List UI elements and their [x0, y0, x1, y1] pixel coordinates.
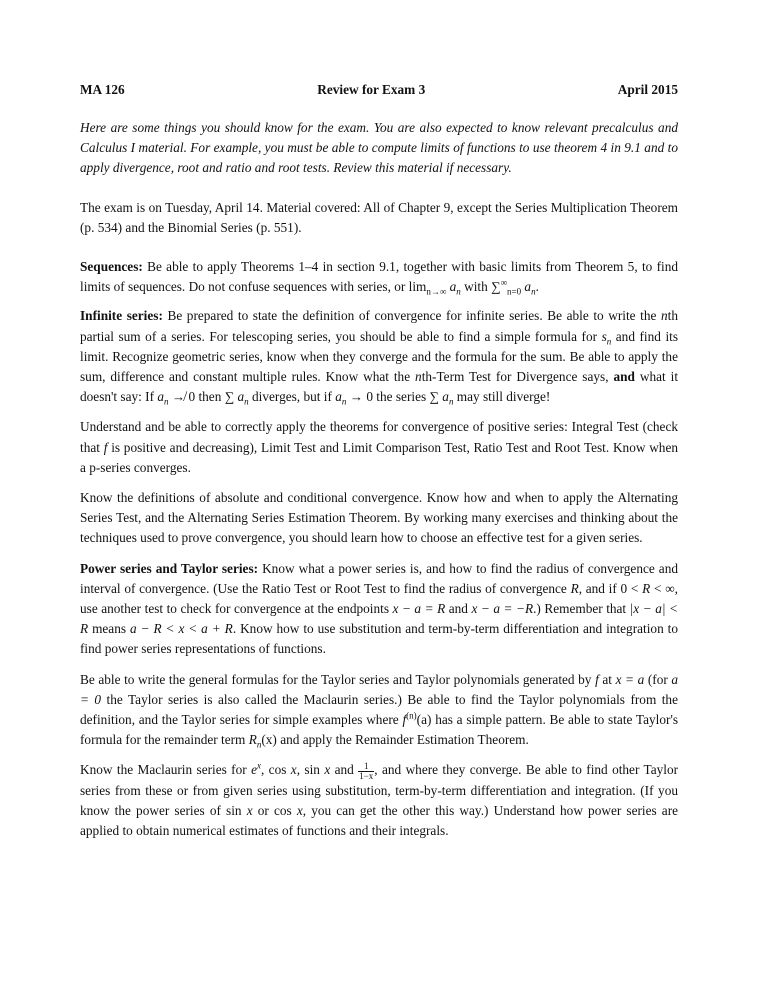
positive-series-paragraph: Understand and be able to correctly apply the theorems for convergence of positive series: Integral Test (check that f is positive and decreasing), Limit Test and Limit Comparison Test, Ratio Test and Root Test. Know when a p-series converges. [80, 419, 679, 475]
document-title: Review for Exam 3 [317, 82, 426, 97]
review-sheet [80, 82, 678, 842]
course-code: MA 126 [80, 82, 125, 97]
absolute-convergence-paragraph: Know the definitions of absolute and conditional convergence. Know how and when to apply the Alternating Series Test, and the Alternating Series Estimation Theorem. By working many exercises and thinking about the techniques used to prove convergence, you should learn how to choose an effective test for a given series. [80, 490, 678, 546]
exam-info-paragraph: The exam is on Tuesday, April 14. Material covered: All of Chapter 9, except the Series Multiplication Theorem (p. 534) and the Binomial Series (p. 551). [80, 199, 678, 235]
power-series-paragraph: Power series and Taylor series: Know what a power series is, and how to find the radius of convergence and interval of convergence. (Use the Ratio Test or Root Test to find the radius of convergence R, and if 0 < R < ∞, use another test to check for convergence at the endpoints x − a = R and x − a = −R.) Remember that |x − a| < R means a − R < x < a + R. Know how to use substitution and term-by-term differentiation and integration to find power series representations of functions. [80, 560, 679, 657]
sequences-paragraph: Sequences: Be able to apply Theorems 1–4 in section 9.1, together with basic limits from Theorem 5, to find limits of sequences. Do not confuse sequences with series, or $\lim_{n\to\infty} a_n$ with $\sum^\infty_{n=0}$ $a_n$. [80, 259, 679, 297]
document-date: April 2015 [617, 82, 678, 97]
header [80, 82, 678, 98]
taylor-paragraph: Be able to write the general formulas for the Taylor series and Taylor polynomials generated by f at x = a (for a = 0 the Taylor series is also called the Maclaurin series.) Be able to find the Taylor polynomials from the definition, and the Taylor series for simple examples where $f^{(n)}(a)$ has a simple pattern. Be able to state Taylor's formula for the remainder term $R_n(x)$ and apply the Remainder Estimation Theorem. [80, 671, 679, 750]
power-series-heading: Power series and Taylor series: [80, 560, 259, 576]
infinite-series-paragraph: Infinite series: Be prepared to state the definition of convergence for infinite series. Be able to write the nth partial sum of a series. For telescoping series, you should be able to find a simple formula for $s_n$ and find its limit. Recognize geometric series, know when they converge and the formula for the sum. Be able to apply the sum, difference and constant multiple rules. Know what the nth-Term Test for Divergence says, and what it doesn't say: If $a_n$ ↛ 0 then ∑ $a_n$ diverges, but if $a_n \to 0$ the series ∑ $a_n$ may still diverge! [80, 308, 679, 407]
intro-paragraph: Here are some things you should know for the exam. You are also expected to know relevant precalculus and Calculus I material. For example, you must be able to compute limits of functions to use theorem 4 in 9.1 and to apply divergence, root and ratio and root tests. Review this material if necessary. [80, 120, 678, 176]
sequences-heading: Sequences: [80, 259, 143, 275]
infinite-series-heading: Infinite series: [80, 308, 163, 324]
maclaurin-paragraph: Know the Maclaurin series for $e^x$, cos x, sin x and $\frac{1}{1-x}$ , and where they converge. Be able to find other Taylor series from these or from given series using substitution, term-by-term differentiation and integration. (If you know the power series of sin x or cos x, you can get the other this way.) Understand how power series are applied to obtain numerical estimates of functions and their integrals. [80, 760, 679, 839]
